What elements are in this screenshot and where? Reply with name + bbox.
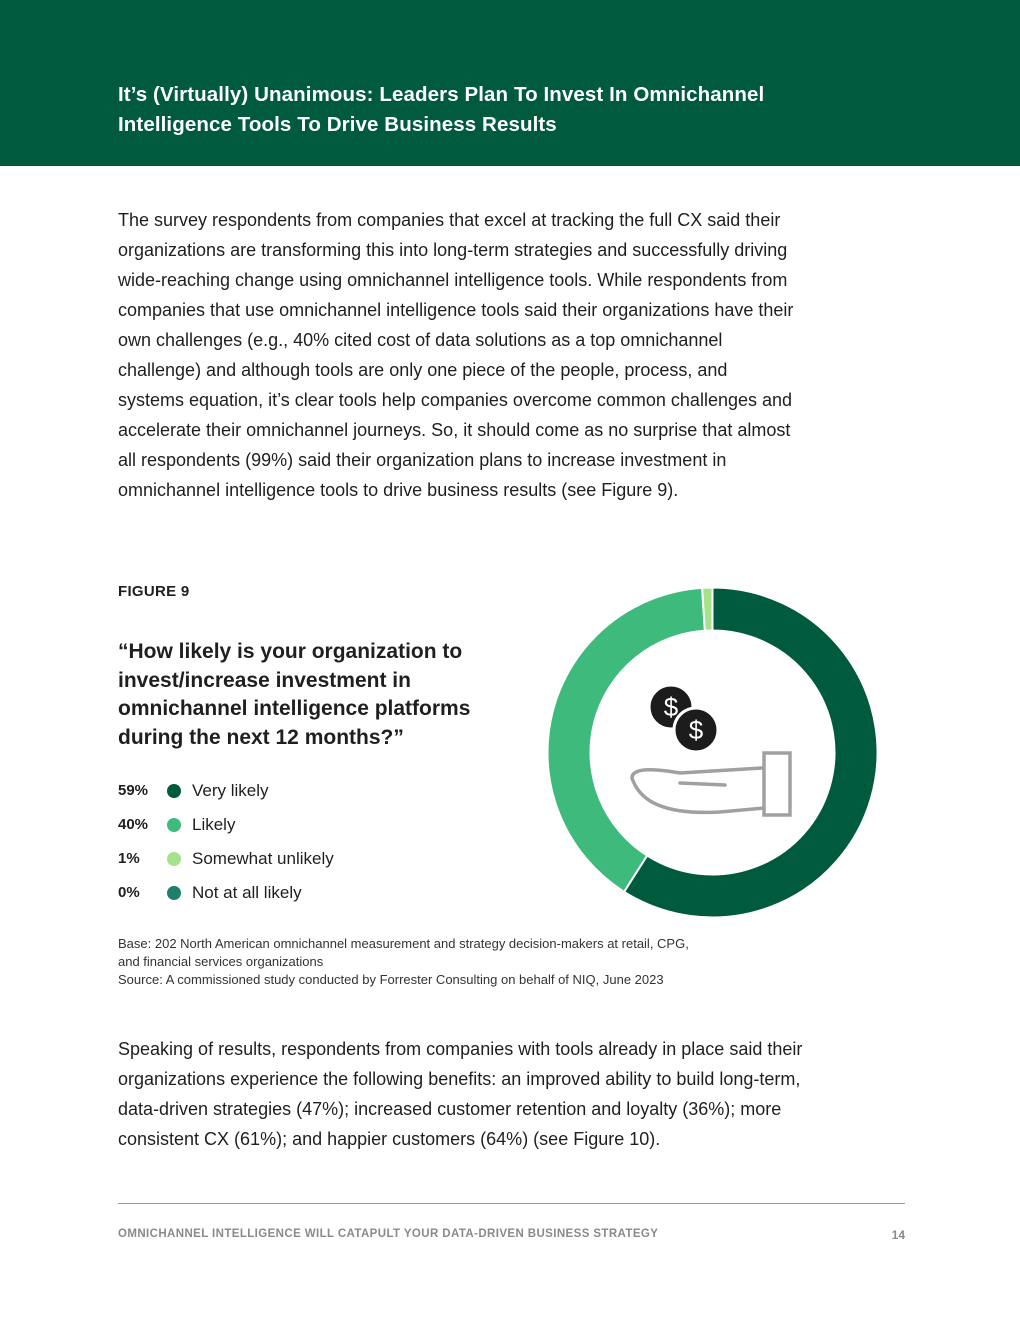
- closing-paragraph: Speaking of results, respondents from companies with tools already in place said their organizations experience the following benefits: an improved ability to build long-term, data-driven strategies (47%); increased customer retention and loyalty (36%); more consistent CX (61%); and happier customers (64%) (see Figure 10).: [118, 1039, 803, 1149]
- legend-swatch: [167, 784, 181, 798]
- legend-label: Very likely: [192, 781, 269, 800]
- legend-swatch: [167, 852, 181, 866]
- footer-divider: [118, 1203, 905, 1204]
- legend-label: Likely: [192, 815, 236, 834]
- header-banner: [0, 0, 1020, 166]
- legend-swatch: [167, 818, 181, 832]
- footer-text: OMNICHANNEL INTELLIGENCE WILL CATAPULT YOUR DATA-DRIVEN BUSINESS STRATEGY: [118, 1228, 659, 1240]
- legend-item-not-at-all-likely: [118, 878, 438, 908]
- donut-chart: [540, 580, 885, 925]
- legend-swatch: [167, 886, 181, 900]
- legend-value: 59%: [118, 782, 149, 799]
- legend-value: 1%: [118, 850, 140, 867]
- notes-base-line-1: Base: 202 North American omnichannel measurement and strategy decision-makers at retail, CPG,: [118, 936, 689, 951]
- legend-value: 0%: [118, 884, 140, 901]
- legend-item-very-likely: [118, 776, 438, 806]
- svg-text:$: $: [663, 692, 679, 722]
- legend-item-somewhat-unlikely: [118, 844, 438, 874]
- figure-notes: [118, 935, 818, 989]
- legend-value: 40%: [118, 816, 149, 833]
- notes-base-line-2: and financial services organizations: [118, 954, 324, 969]
- svg-text:$: $: [688, 715, 704, 745]
- page-number: 14: [891, 1228, 905, 1242]
- donut-slice-somewhat-unlikely: [702, 588, 712, 631]
- figure-question: “How likely is your organization to invest/increase investment in omnichannel intelligence platforms during the next 12 months?”: [118, 640, 471, 749]
- donut-slices: [548, 588, 878, 918]
- hand-with-dollar-coins-icon: [632, 685, 790, 815]
- legend-label: Somewhat unlikely: [192, 849, 334, 868]
- page-title: It’s (Virtually) Unanimous: Leaders Plan To Invest In Omnichannel Intelligence Tools To Drive Business Results: [118, 83, 765, 136]
- figure-label: FIGURE 9: [118, 583, 190, 600]
- legend-label: Not at all likely: [192, 883, 302, 902]
- legend-item-likely: [118, 810, 438, 840]
- notes-source: Source: A commissioned study conducted by Forrester Consulting on behalf of NIQ, June 2023: [118, 972, 664, 987]
- intro-paragraph: The survey respondents from companies that excel at tracking the full CX said their organizations are transforming this into long-term strategies and successfully driving wide-reaching change using omnichannel intelligence tools. While respondents from companies that use omnichannel intelligence tools said their organizations have their own challenges (e.g., 40% cited cost of data solutions as a top omnichannel challenge) and although tools are only one piece of the people, process, and systems equation, it’s clear tools help companies overcome common challenges and accelerate their omnichannel journeys. So, it should come as no surprise that almost all respondents (99%) said their organization plans to increase investment in omnichannel intelligence tools to drive business results (see Figure 9).: [118, 210, 794, 500]
